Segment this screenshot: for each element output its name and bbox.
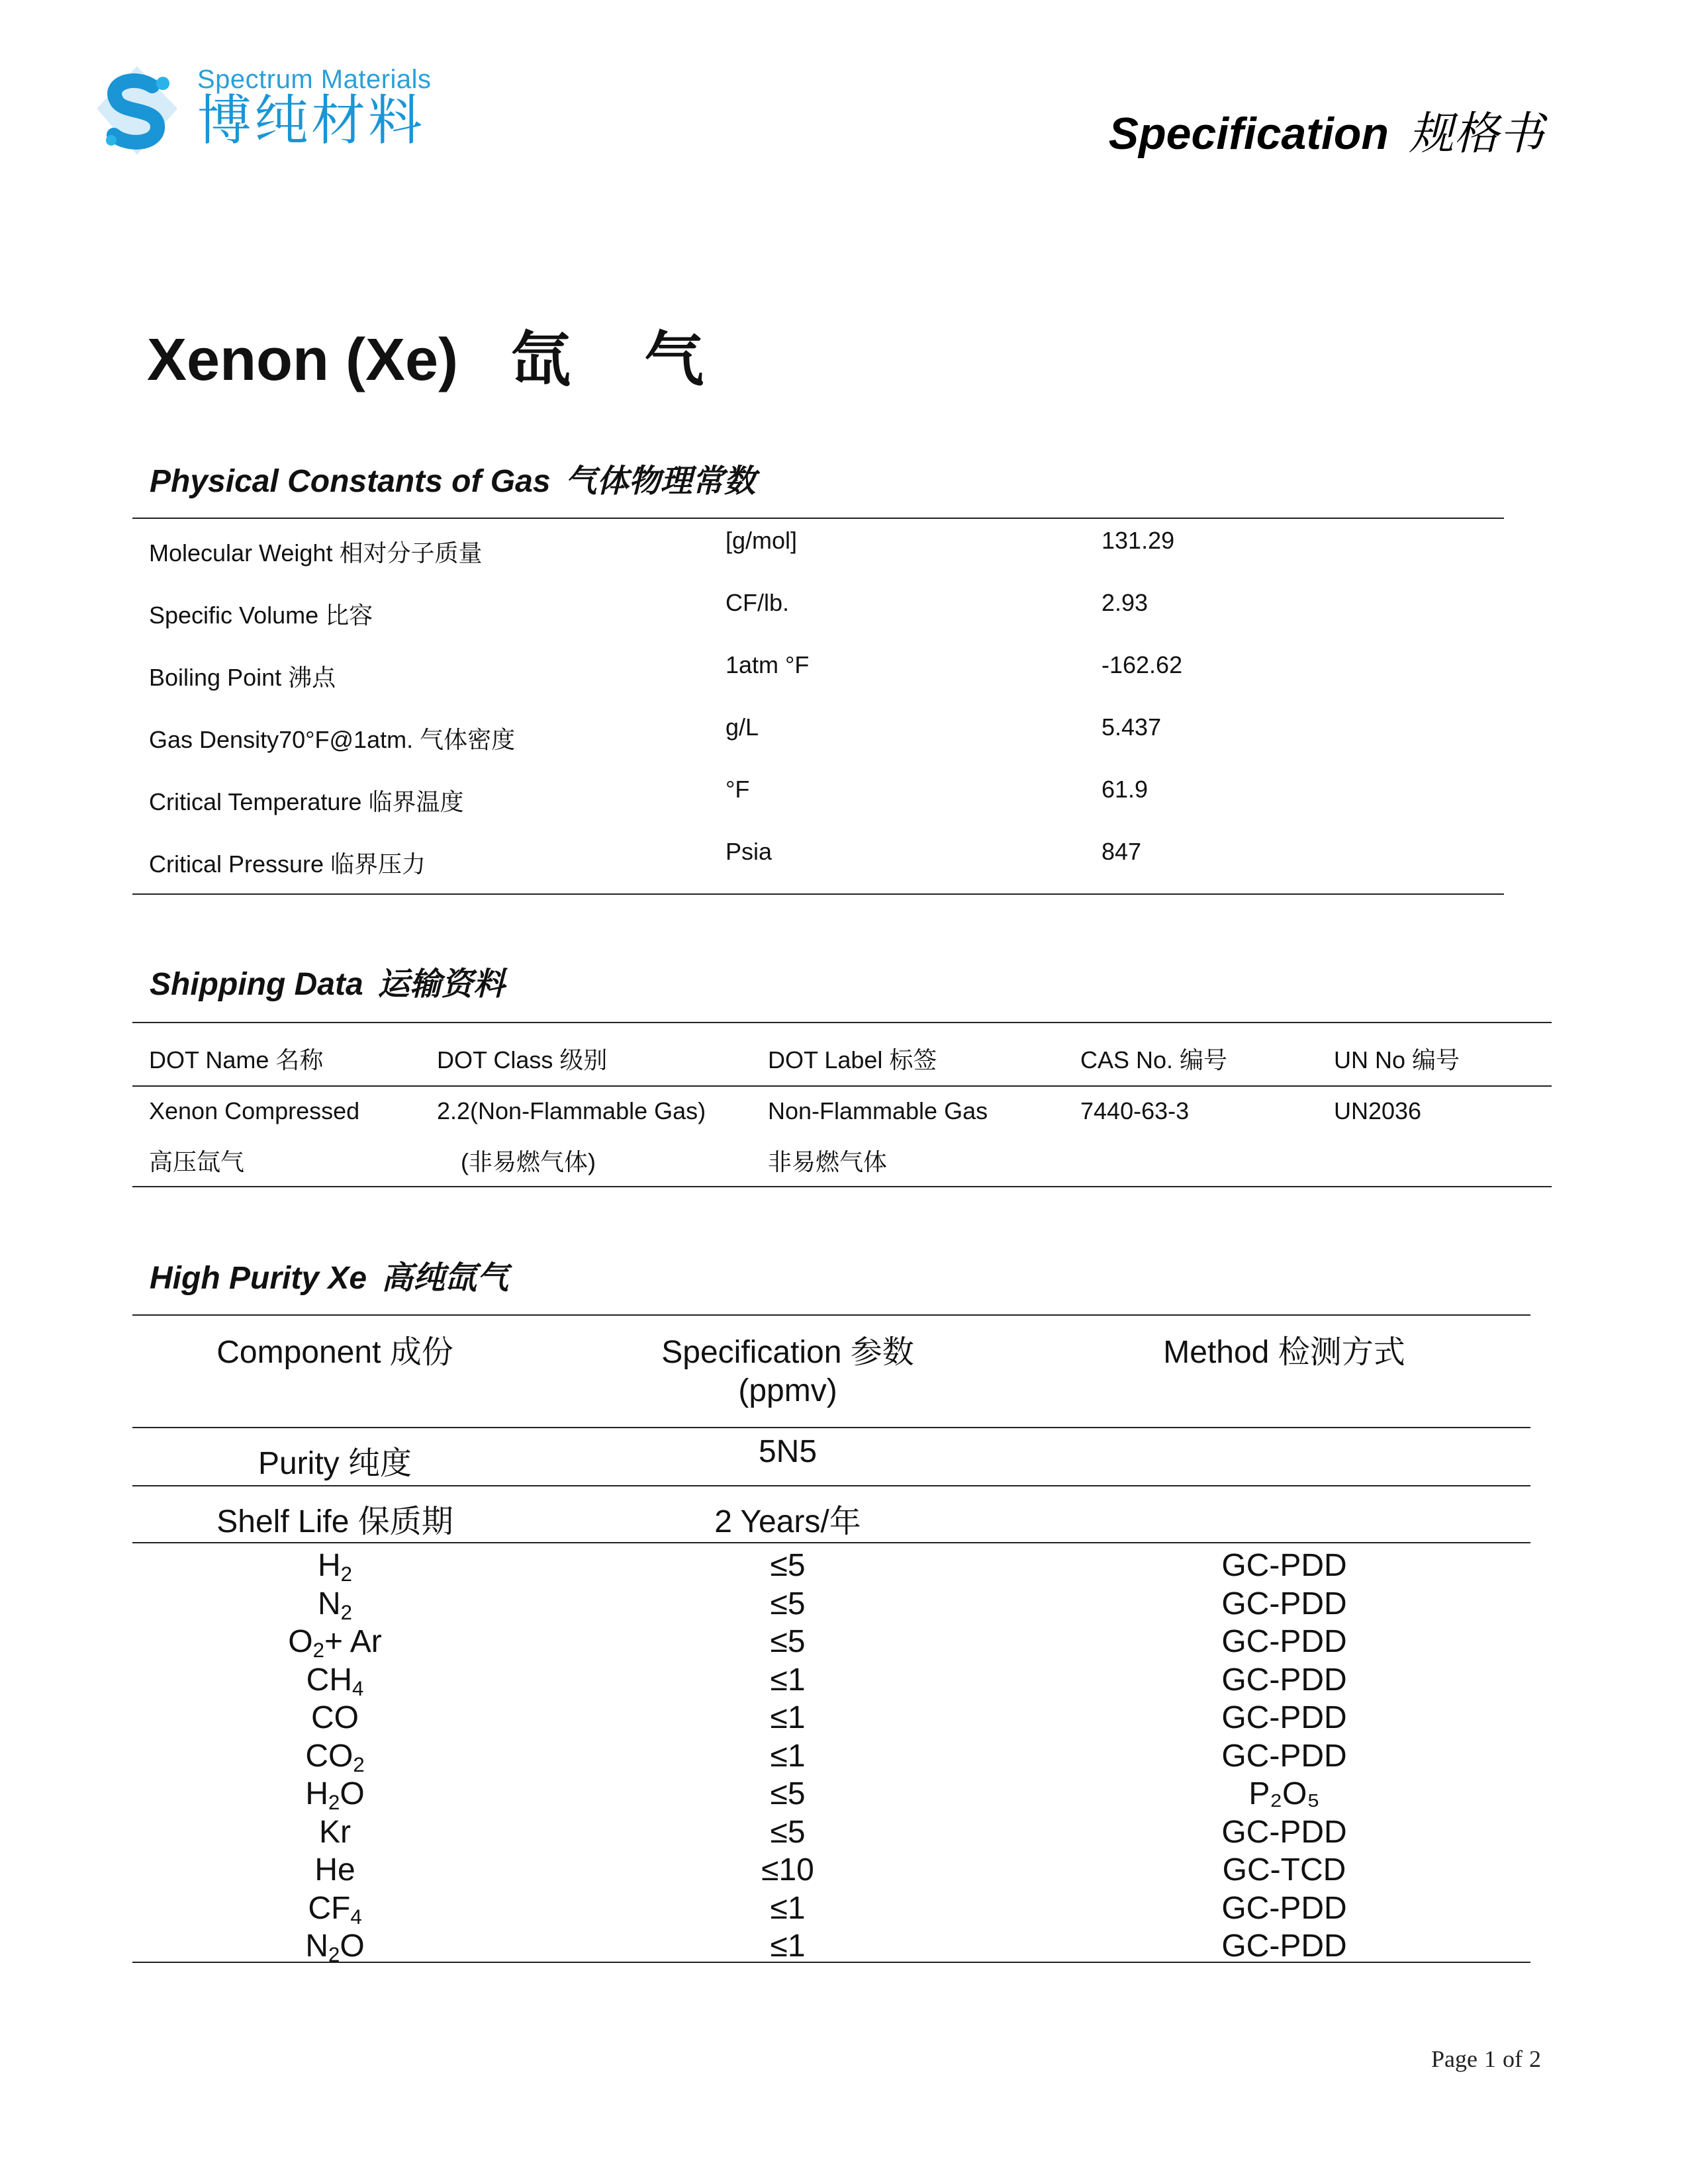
impurity-component: $H_2O$	[305, 1776, 365, 1814]
table-rule	[132, 1085, 1552, 1087]
shipping-data-heading: Shipping Data 运输资料	[150, 966, 505, 1003]
company-logo-mark	[87, 61, 187, 160]
purity-label: Purity 纯度	[258, 1446, 412, 1481]
dot-class-value-cn: (非易燃气体)	[461, 1148, 596, 1175]
physical-constant-unit: °F	[726, 776, 750, 803]
physical-constant-name: Gas Density70°F@1atm. 气体密度	[149, 726, 516, 753]
impurity-method: GC-PDD	[1221, 1586, 1347, 1621]
dot-class-value: 2.2(Non-Flammable Gas)	[437, 1097, 706, 1124]
shelf-life-label: Shelf Life 保质期	[216, 1504, 453, 1539]
physical-constant-value: 61.9	[1102, 776, 1149, 803]
table-rule	[132, 1962, 1530, 1963]
impurity-spec: ≤1	[770, 1662, 806, 1698]
impurity-component: $N_2O$	[305, 1929, 365, 1966]
page-number: Page 1 of 2	[1431, 2046, 1541, 2072]
impurity-spec: ≤10	[761, 1852, 814, 1888]
physical-constant-name: Molecular Weight 相对分子质量	[149, 539, 483, 567]
impurity-component: $N_2$	[317, 1586, 353, 1624]
impurity-spec: ≤5	[770, 1548, 806, 1583]
impurity-spec: ≤5	[770, 1776, 806, 1811]
impurity-method: GC-PDD	[1221, 1624, 1347, 1659]
cas-number: 7440-63-3	[1080, 1097, 1190, 1124]
physical-constant-value: 131.29	[1102, 527, 1175, 554]
shipping-header-dot-label: DOT Label 标签	[768, 1046, 937, 1073]
brand-name-en: Spectrum Materials	[197, 65, 432, 94]
physical-constant-unit: Psia	[726, 838, 773, 865]
shipping-header-dot-name: DOT Name 名称	[149, 1046, 324, 1073]
shipping-header-cas: CAS No. 编号	[1080, 1046, 1228, 1073]
document-type: Specification 规格书	[1108, 108, 1544, 160]
purity-header-specification: Specification 参数	[661, 1335, 914, 1370]
impurity-component: CO	[311, 1700, 359, 1735]
table-rule	[132, 1485, 1530, 1486]
impurity-method: GC-PDD	[1221, 1739, 1347, 1774]
dot-name-value: Xenon Compressed	[149, 1097, 360, 1124]
physical-constant-unit: CF/lb.	[726, 589, 790, 616]
impurity-method: GC-PDD	[1221, 1815, 1347, 1850]
physical-constant-name: Critical Pressure 临界压力	[149, 850, 426, 878]
dot-label-value: Non-Flammable Gas	[768, 1097, 988, 1124]
impurity-spec: ≤1	[770, 1929, 806, 1964]
product-title: Xenon (Xe) 氙 气	[147, 325, 731, 394]
physical-constant-name: Boiling Point 沸点	[149, 664, 336, 691]
impurity-spec: ≤1	[770, 1891, 806, 1926]
purity-header-method: Method 检测方式	[1163, 1335, 1405, 1370]
impurity-spec: ≤1	[770, 1700, 806, 1735]
table-rule	[132, 1314, 1530, 1316]
impurity-component: Kr	[319, 1815, 351, 1850]
shelf-life-value: 2 Years/年	[714, 1504, 861, 1539]
impurity-method: GC-PDD	[1221, 1891, 1347, 1926]
dot-name-value-cn: 高压氙气	[149, 1148, 245, 1175]
impurity-spec: ≤5	[770, 1815, 806, 1850]
impurity-method: GC-TCD	[1222, 1852, 1346, 1888]
physical-constants-heading: Physical Constants of Gas 气体物理常数	[150, 463, 756, 500]
shipping-header-un: UN No 编号	[1334, 1046, 1460, 1073]
table-rule	[132, 1542, 1530, 1543]
purity-header-unit: (ppmv)	[738, 1373, 837, 1408]
purity-value: 5N5	[758, 1434, 818, 1469]
impurity-method: GC-PDD	[1221, 1929, 1347, 1964]
physical-constant-name: Critical Temperature 临界温度	[149, 788, 464, 815]
high-purity-heading: High Purity Xe 高纯氙气	[150, 1259, 509, 1297]
physical-constant-name: Specific Volume 比容	[149, 602, 373, 629]
dot-label-value-cn: 非易燃气体	[768, 1148, 888, 1175]
brand-name-cn: 博纯材料	[197, 89, 426, 152]
impurity-component: $O_2+ Ar$	[288, 1624, 382, 1662]
impurity-component: He	[314, 1852, 355, 1888]
impurity-component: $H_2$	[317, 1548, 353, 1586]
impurity-method: GC-PDD	[1221, 1662, 1347, 1698]
impurity-method: GC-PDD	[1221, 1700, 1347, 1735]
impurity-spec: ≤1	[770, 1739, 806, 1774]
table-rule	[132, 1022, 1552, 1023]
physical-constant-value: 2.93	[1102, 589, 1149, 616]
shipping-header-dot-class: DOT Class 级别	[437, 1046, 608, 1073]
table-rule	[132, 518, 1504, 519]
impurity-method: P₂O₅	[1248, 1776, 1320, 1811]
impurity-component: $CH_4$	[306, 1662, 364, 1700]
physical-constant-value: 5.437	[1102, 713, 1162, 741]
impurity-component: $CO_2$	[305, 1739, 365, 1776]
table-rule	[132, 893, 1504, 895]
impurity-method: GC-PDD	[1221, 1548, 1347, 1583]
physical-constant-value: 847	[1102, 838, 1142, 865]
un-number: UN2036	[1334, 1097, 1422, 1124]
table-rule	[132, 1186, 1552, 1187]
physical-constant-value: -162.62	[1102, 651, 1183, 678]
physical-constant-unit: g/L	[726, 713, 759, 741]
physical-constant-unit: 1atm °F	[726, 651, 810, 678]
impurity-spec: ≤5	[770, 1624, 806, 1659]
purity-header-component: Component 成份	[216, 1335, 453, 1370]
impurity-component: $CF_4$	[308, 1891, 362, 1929]
physical-constant-unit: [g/mol]	[726, 527, 798, 554]
impurity-spec: ≤5	[770, 1586, 806, 1621]
table-rule	[132, 1427, 1530, 1428]
